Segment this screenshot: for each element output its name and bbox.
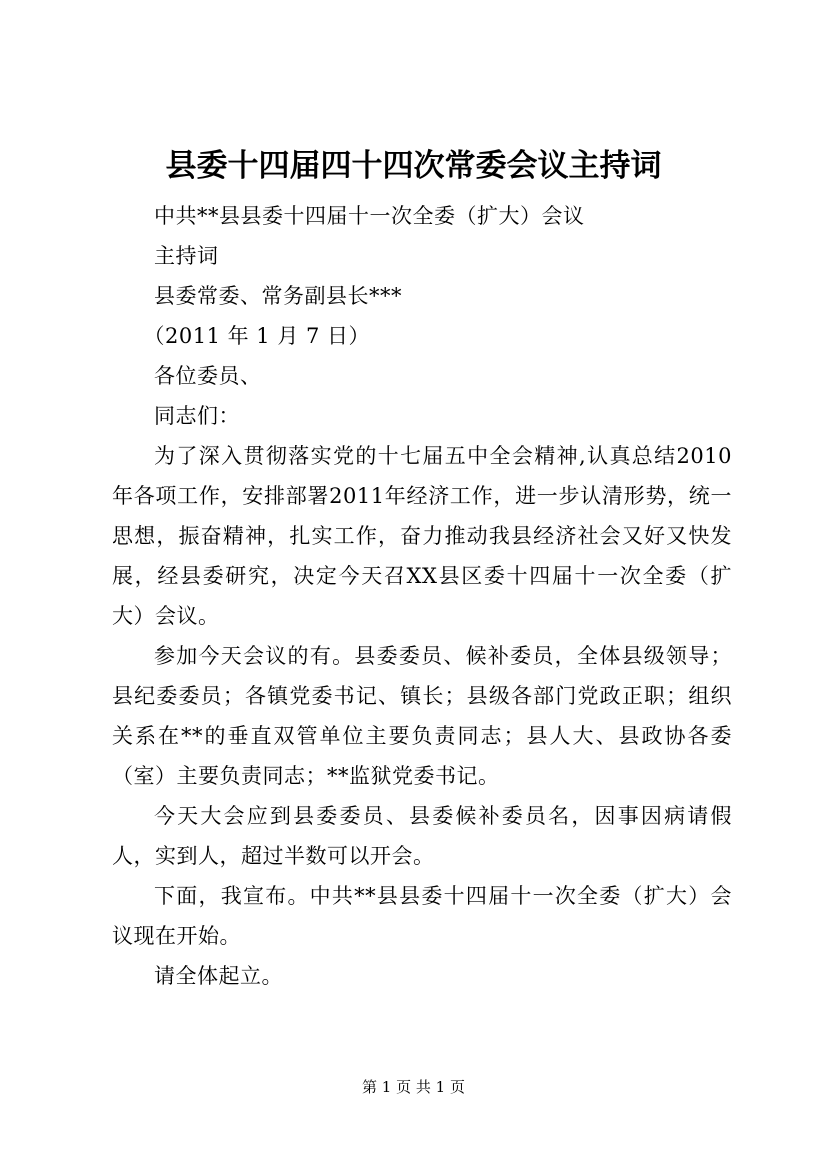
paragraph-attendees: 参加今天会议的有。县委委员、候补委员，全体县级领导；县纪委委员；各镇党委书记、镇长；县级各部门党政正职；组织关系在**的垂直双管单位主要负责同志；县人大、县政协各委（室）主要负责同志；**监狱党委书记。 bbox=[112, 644, 732, 788]
paragraph-attendance: 今天大会应到县委委员、县委候补委员名，因事因病请假人，实到人，超过半数可以开会。 bbox=[112, 804, 732, 868]
paragraph-subtitle: 主持词 bbox=[154, 244, 219, 268]
paragraph-purpose: 为了深入贯彻落实党的十七届五中全会精神,认真总结2010年各项工作，安排部署2011年经济工作，进一步认清形势，统一思想，振奋精神，扎实工作，奋力推动我县经济社会又好又快发展，经县委研究，决定今天召XX县区委十四届十一次全委（扩大）会议。 bbox=[112, 444, 732, 628]
paragraph-stand: 请全体起立。 bbox=[154, 964, 283, 988]
document-body bbox=[112, 196, 732, 996]
page-footer: 第 1 页 共 1 页 bbox=[362, 1078, 465, 1096]
document-title: 县委十四届四十四次常委会议主持词 bbox=[165, 148, 662, 184]
paragraph-salutation-2: 同志们： bbox=[154, 404, 240, 428]
paragraph-salutation-1: 各位委员、 bbox=[154, 364, 262, 388]
paragraph-announcement: 下面，我宣布。中共**县县委十四届十一次全委（扩大）会议现在开始。 bbox=[112, 884, 732, 948]
paragraph-meeting-name: 中共**县县委十四届十一次全委（扩大）会议 bbox=[154, 204, 585, 228]
paragraph-date: （2011 年 1 月 7 日） bbox=[143, 324, 371, 348]
paragraph-speaker: 县委常委、常务副县长*** bbox=[154, 284, 402, 308]
